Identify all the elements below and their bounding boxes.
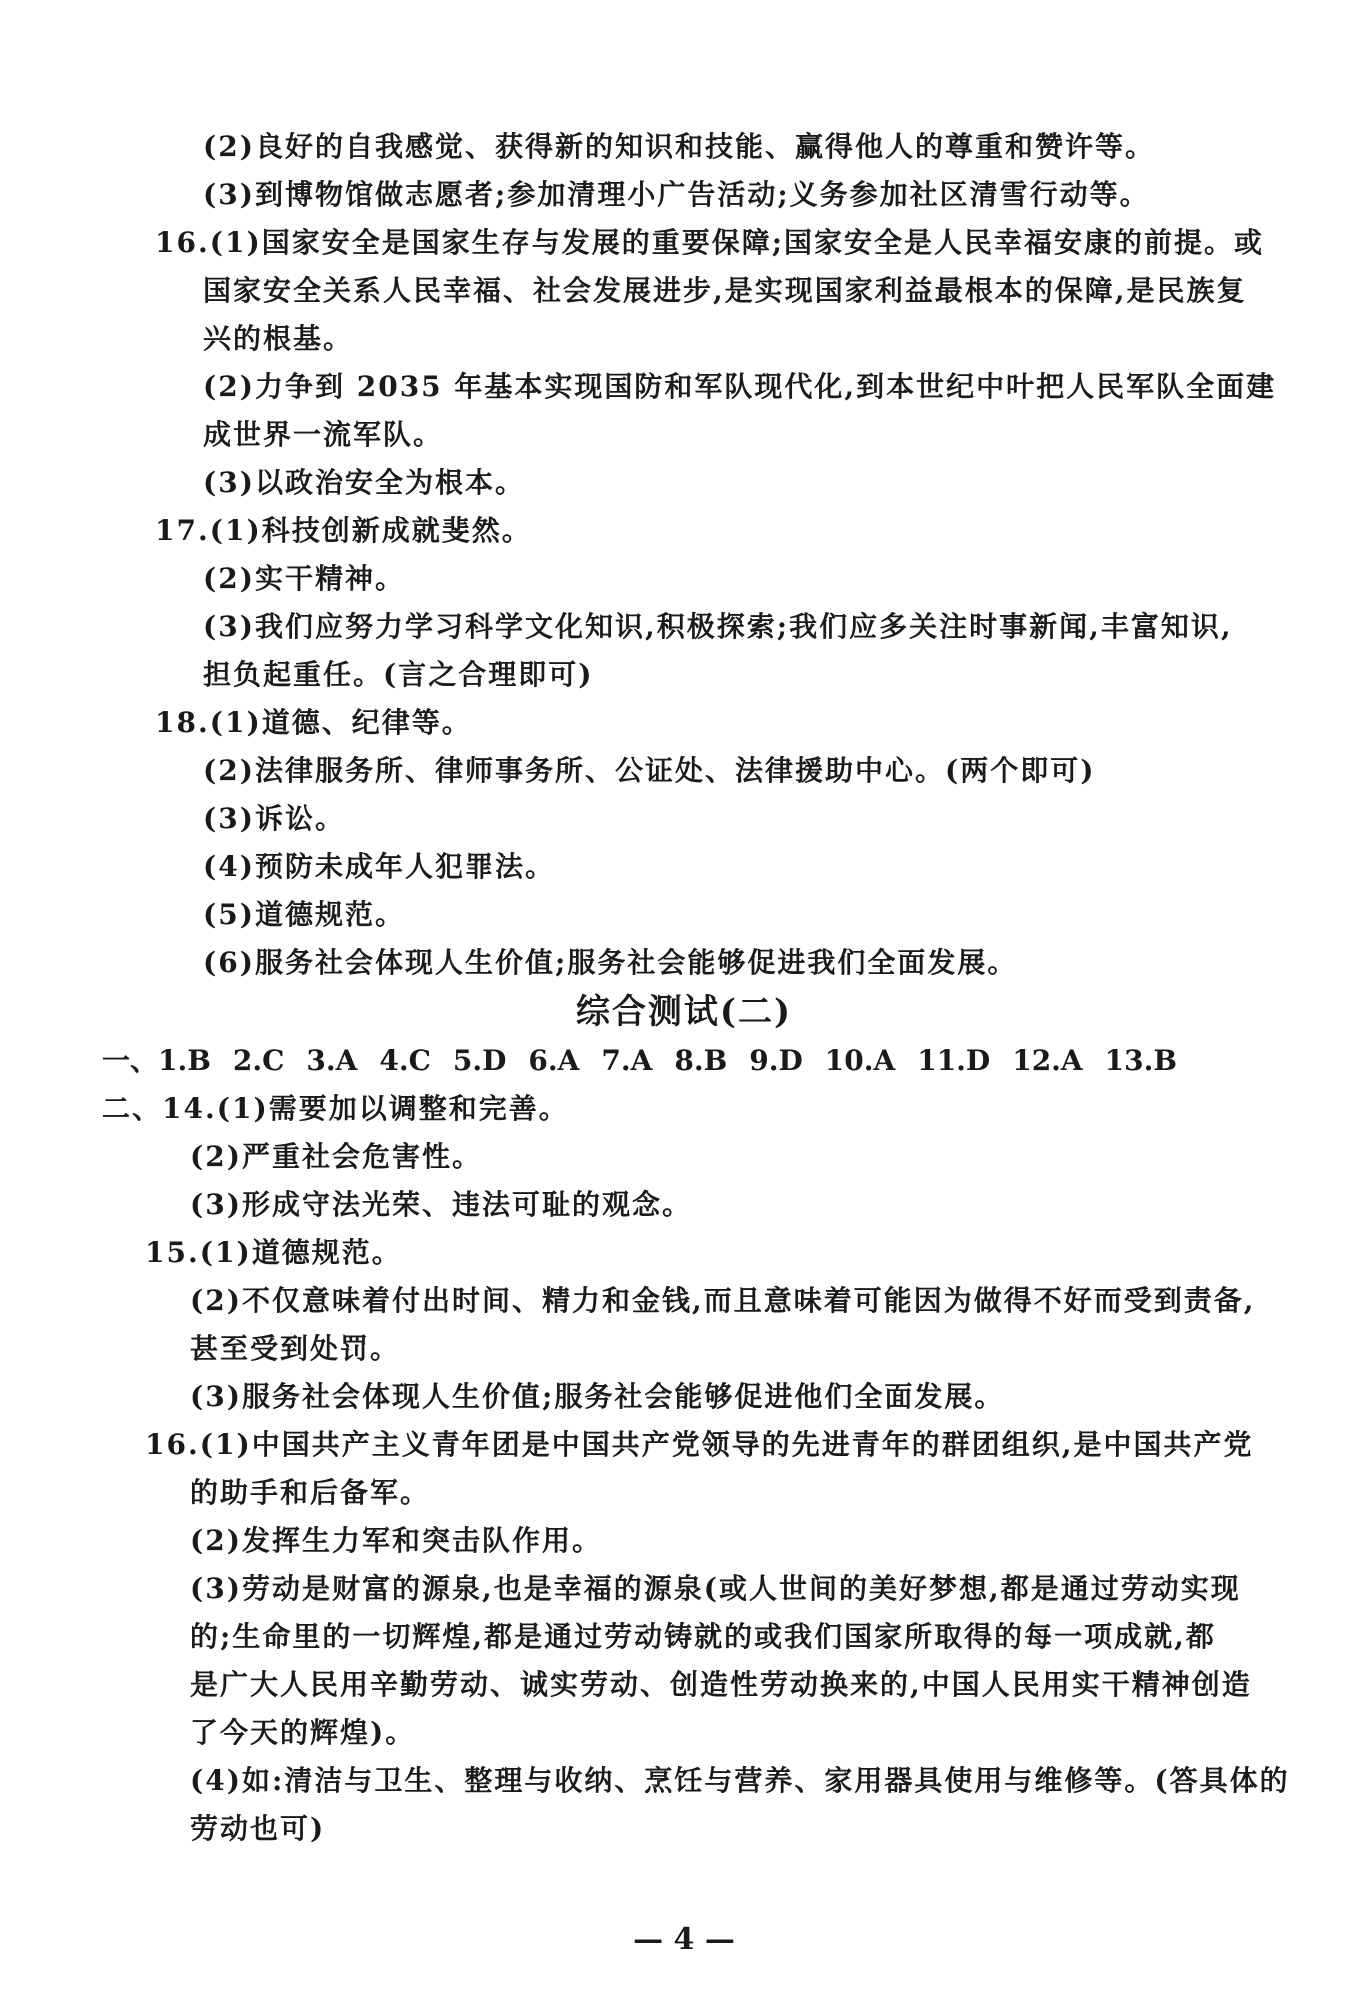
answer-a-line: (3)到博物馆做志愿者;参加清理小广告活动;义务参加社区清雪行动等。: [203, 178, 1150, 211]
mc-answer: 13.B: [1104, 1044, 1178, 1077]
answer-b-line: 甚至受到处罚。: [190, 1332, 401, 1365]
answer-a-line: 成世界一流军队。: [203, 418, 444, 451]
answer-b-line: 是广大人民用辛勤劳动、诚实劳动、创造性劳动换来的,中国人民用实干精神创造: [190, 1668, 1252, 1701]
answer-b-line: (3)劳动是财富的源泉,也是幸福的源泉(或人世间的美好梦想,都是通过劳动实现: [190, 1572, 1241, 1605]
answer-a-line: (5)道德规范。: [203, 898, 405, 931]
answer-b-line: 15.(1)道德规范。: [145, 1236, 402, 1269]
answer-a-line: (2)良好的自我感觉、获得新的知识和技能、赢得他人的尊重和赞许等。: [203, 130, 1155, 163]
mc-answer: 7.A: [601, 1044, 653, 1077]
answer-b-line: (3)形成守法光荣、违法可耻的观念。: [190, 1188, 692, 1221]
answer-a-line: (2)法律服务所、律师事务所、公证处、法律援助中心。(两个即可): [203, 754, 1096, 787]
answer-b-line: 的助手和后备军。: [190, 1476, 431, 1509]
mc-answer: 11.D: [917, 1044, 991, 1077]
answer-b-line: (2)严重社会危害性。: [190, 1140, 482, 1173]
mc-answer: 12.A: [1012, 1044, 1083, 1077]
mc-answer: 9.D: [749, 1044, 803, 1077]
answer-a-line: 16.(1)国家安全是国家生存与发展的重要保障;国家安全是人民幸福安康的前提。或: [155, 226, 1265, 259]
mc-answer: 4.C: [379, 1044, 431, 1077]
answer-a-line: 兴的根基。: [203, 322, 354, 355]
answer-b-line: 二、14.(1)需要加以调整和完善。: [102, 1092, 569, 1125]
answer-a-line: (4)预防未成年人犯罪法。: [203, 850, 555, 883]
answer-a-line: (6)服务社会体现人生价值;服务社会能够促进我们全面发展。: [203, 946, 1018, 979]
section-heading: 综合测试(二): [575, 992, 793, 1032]
answer-b-line: 劳动也可): [190, 1812, 326, 1845]
multiple-choice-answers: [102, 1044, 1199, 1078]
answer-a-line: 担负起重任。(言之合理即可): [203, 658, 594, 691]
mc-answer: 一、1.B: [102, 1044, 211, 1077]
answer-a-line: 17.(1)科技创新成就斐然。: [155, 514, 532, 547]
answer-a-line: 18.(1)道德、纪律等。: [155, 706, 472, 739]
mc-answer: 5.D: [452, 1044, 507, 1077]
mc-answer: 6.A: [528, 1044, 580, 1077]
answer-a-line: (2)力争到 2035 年基本实现国防和军队现代化,到本世纪中叶把人民军队全面建: [203, 370, 1277, 403]
answer-b-line: (2)发挥生力军和突击队作用。: [190, 1524, 602, 1557]
mc-answer: 2.C: [232, 1044, 285, 1077]
answer-b-line: (4)如:清洁与卫生、整理与收纳、烹饪与营养、家用器具使用与维修等。(答具体的: [190, 1764, 1290, 1797]
answer-b-line: (3)服务社会体现人生价值;服务社会能够促进他们全面发展。: [190, 1380, 1005, 1413]
answer-a-line: (3)我们应努力学习科学文化知识,积极探索;我们应多关注时事新闻,丰富知识,: [203, 610, 1233, 643]
answer-a-line: (3)诉讼。: [203, 802, 345, 835]
answer-a-line: (3)以政治安全为根本。: [203, 466, 525, 499]
answer-b-line: 的;生命里的一切辉煌,都是通过劳动铸就的或我们国家所取得的每一项成就,都: [190, 1620, 1216, 1653]
mc-answer: 8.B: [674, 1044, 728, 1077]
answer-a-line: 国家安全关系人民幸福、社会发展进步,是实现国家利益最根本的保障,是民族复: [203, 274, 1247, 307]
answer-a-line: (2)实干精神。: [203, 562, 405, 595]
answer-b-line: 16.(1)中国共产主义青年团是中国共产党领导的先进青年的群团组织,是中国共产党: [145, 1428, 1254, 1461]
page-number: — 4 —: [633, 1922, 735, 1957]
mc-answer: 3.A: [306, 1044, 358, 1077]
answer-b-line: 了今天的辉煌)。: [190, 1716, 416, 1749]
answer-b-line: (2)不仅意味着付出时间、精力和金钱,而且意味着可能因为做得不好而受到责备,: [190, 1284, 1256, 1317]
mc-answer: 10.A: [824, 1044, 896, 1077]
